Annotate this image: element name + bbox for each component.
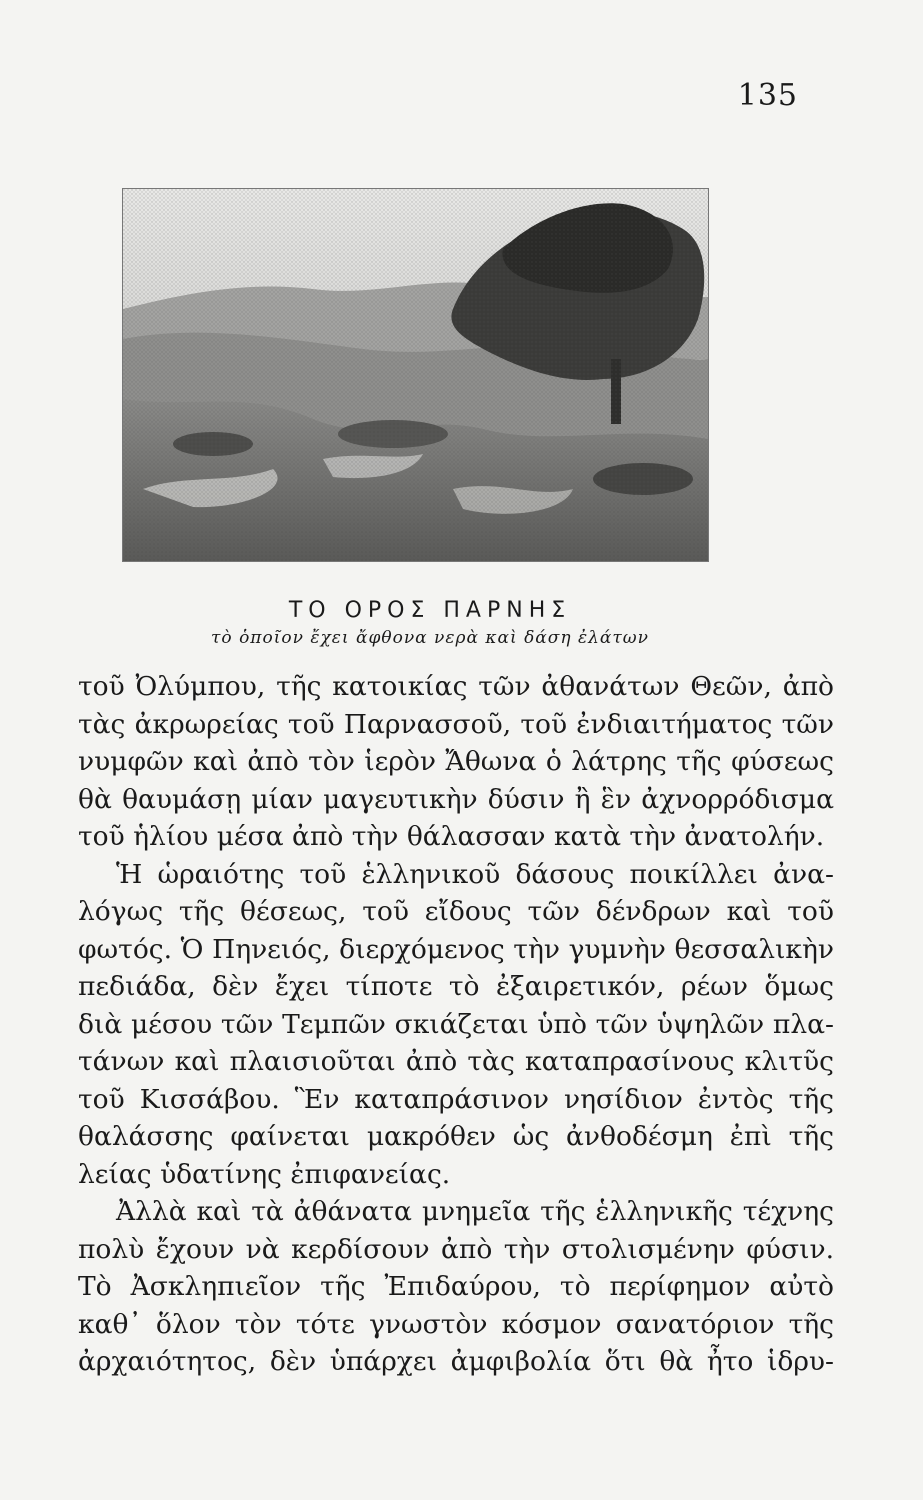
text-line: Ἡ ὡραιότης τοῦ ἑλληνικοῦ δάσους ποικίλλει ἀνα-	[116, 858, 834, 890]
text-line: Τὸ Ἀσκληπιεῖον τῆς Ἐπιδαύρου, τὸ περίφημον αὐτὸ	[78, 1271, 834, 1302]
text-line: τοῦ ἡλίου μέσα ἀπὸ τὴν θάλασσαν κατὰ τὴν ἀνατολήν.	[78, 821, 825, 852]
text-line: λείας ὑδατίνης ἐπιφανείας.	[78, 1158, 451, 1190]
text-line: τάνων καὶ πλαισιοῦται ἀπὸ τὰς καταπρασίνους κλιτῦς	[78, 1046, 834, 1077]
text-line: φωτός. Ὁ Πηνειός, διερχόμενος τὴν γυμνὴν θεσσαλικὴν	[78, 933, 834, 965]
text-line: θαλάσσης φαίνεται μακρόθεν ὡς ἀνθοδέσμη ἐπὶ τῆς	[78, 1121, 834, 1152]
text-line: Ἀλλὰ καὶ τὰ ἀθάνατα μνημεῖα τῆς ἑλληνικῆς τέχνης	[116, 1196, 834, 1227]
text-line: πεδιάδα, δὲν ἔχει τίποτε τὸ ἐξαιρετικόν, ρέων ὅμως	[78, 971, 834, 1002]
text-line: θὰ θαυμάσῃ μίαν μαγευτικὴν δύσιν ἢ ἓν ἀχνορρόδισμα	[78, 783, 834, 815]
mountain-photo	[122, 188, 709, 562]
figure-caption-title: ΤΟ ΟΡΟΣ ΠΑΡΝΗΣ	[288, 598, 572, 623]
page-number: 135	[737, 78, 798, 113]
text-line: καθ᾽ ὅλον τὸν τότε γνωστὸν κόσμον σανατόριον τῆς	[78, 1308, 834, 1340]
text-line: λόγως τῆς θέσεως, τοῦ εἴδους τῶν δένδρων καὶ τοῦ	[78, 896, 834, 927]
text-line: διὰ μέσου τῶν Τεμπῶν σκιάζεται ὑπὸ τῶν ὑψηλῶν πλα-	[78, 1008, 834, 1040]
text-line: τοῦ Ὀλύμπου, τῆς κατοικίας τῶν ἀθανάτων Θεῶν, ἀπὸ	[78, 671, 834, 702]
text-line: τοῦ Κισσάβου. Ἓν καταπράσινον νησίδιον ἐντὸς τῆς	[78, 1083, 834, 1115]
text-line: τὰς ἀκρωρείας τοῦ Παρνασσοῦ, τοῦ ἐνδιαιτήματος τῶν	[78, 708, 834, 740]
text-line: πολὺ ἔχουν νὰ κερδίσουν ἀπὸ τὴν στολισμένην φύσιν.	[78, 1233, 834, 1265]
figure-caption-subtitle: τὸ ὁποῖον ἔχει ἄφθονα νερὰ καὶ δάση ἐλάτων	[211, 628, 649, 648]
text-line: νυμφῶν καὶ ἀπὸ τὸν ἱερὸν Ἄθωνα ὁ λάτρης τῆς φύσεως	[78, 746, 834, 777]
text-line: ἀρχαιότητος, δὲν ὑπάρχει ἀμφιβολία ὅτι θὰ ἦτο ἱδρυ-	[78, 1346, 834, 1377]
body-text	[78, 668, 834, 1381]
